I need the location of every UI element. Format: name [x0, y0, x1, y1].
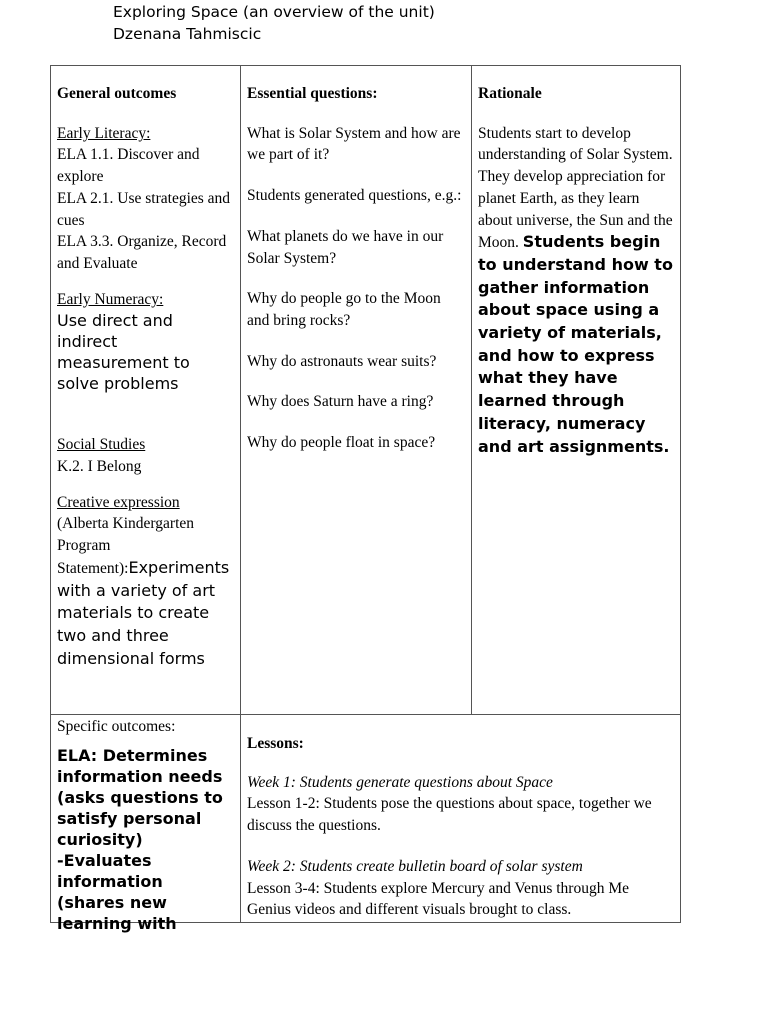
- general-outcomes-heading: General outcomes: [57, 85, 177, 102]
- general-outcomes-cell: [51, 66, 240, 714]
- social-studies-label: Social Studies: [57, 436, 146, 454]
- lessons-cell: [241, 715, 680, 922]
- rationale-text-bold: Students begin to understand how to gather information about space using a variety of materials, and how to express what they have learned through literacy, numeracy and art assignments.: [478, 232, 673, 456]
- question-item: Why do astronauts wear suits?: [247, 352, 437, 370]
- question-item: Why do people go to the Moon and bring rocks?: [247, 290, 441, 329]
- lessons-heading: Lessons:: [247, 735, 304, 752]
- question-item: What planets do we have in our Solar System?: [247, 227, 444, 267]
- question-item: Students generated questions, e.g.:: [247, 187, 462, 205]
- creative-expression-text: [57, 513, 234, 670]
- early-literacy-label: Early Literacy:: [57, 124, 151, 142]
- specific-outcomes-heading: Specific outcomes:: [57, 718, 176, 735]
- social-studies-item: K.2. I Belong: [57, 458, 142, 476]
- ela-item: ELA 3.3. Organize, Record and Evaluate: [57, 233, 227, 272]
- question-item: Why does Saturn have a ring?: [247, 393, 434, 411]
- week2-title: Week 2: Students create bulletin board of solar system: [247, 857, 583, 875]
- specific-outcomes-text: ELA: Determines information needs (asks questions to satisfy personal curiosity) -Evaluates information (shares new learning with: [57, 745, 223, 933]
- document-header: [113, 1, 435, 45]
- week1-text: Lesson 1-2: Students pose the questions about space, together we discuss the questions.: [247, 795, 652, 835]
- week1-title: Week 1: Students generate questions about Space: [247, 773, 553, 791]
- creative-expression-label: Creative expression: [57, 493, 180, 511]
- rationale-text: [478, 123, 674, 459]
- document-title: Exploring Space (an overview of the unit): [113, 3, 435, 21]
- specific-outcomes-cell: [51, 715, 240, 933]
- rationale-cell: [472, 66, 680, 714]
- week2-text: Lesson 3-4: Students explore Mercury and Venus through Me Genius videos and different visuals brought to class.: [247, 879, 629, 919]
- rationale-heading: Rationale: [478, 85, 542, 102]
- question-item: What is Solar System and how are we part of it?: [247, 124, 461, 164]
- creative-outcome: Experiments with a variety of art materials to create two and three dimensional forms: [57, 557, 230, 668]
- ela-item: ELA 1.1. Discover and explore: [57, 146, 200, 186]
- essential-questions-cell: [241, 66, 471, 714]
- early-numeracy-label: Early Numeracy:: [57, 290, 164, 308]
- creative-source: (Alberta Kindergarten Program Statement):: [57, 515, 195, 577]
- ela-item: ELA 2.1. Use strategies and cues: [57, 189, 231, 229]
- essential-questions-heading: Essential questions:: [247, 85, 378, 102]
- rationale-text-plain: Students start to develop understanding of Solar System. They develop appreciation for planet Earth, as they learn about universe, the Sun and the Moon.: [478, 124, 673, 252]
- question-item: Why do people float in space?: [247, 434, 436, 452]
- numeracy-outcome: Use direct and indirect measurement to solve problems: [57, 311, 190, 394]
- document-author: Dzenana Tahmiscic: [113, 25, 262, 43]
- table-border-right: [680, 65, 681, 923]
